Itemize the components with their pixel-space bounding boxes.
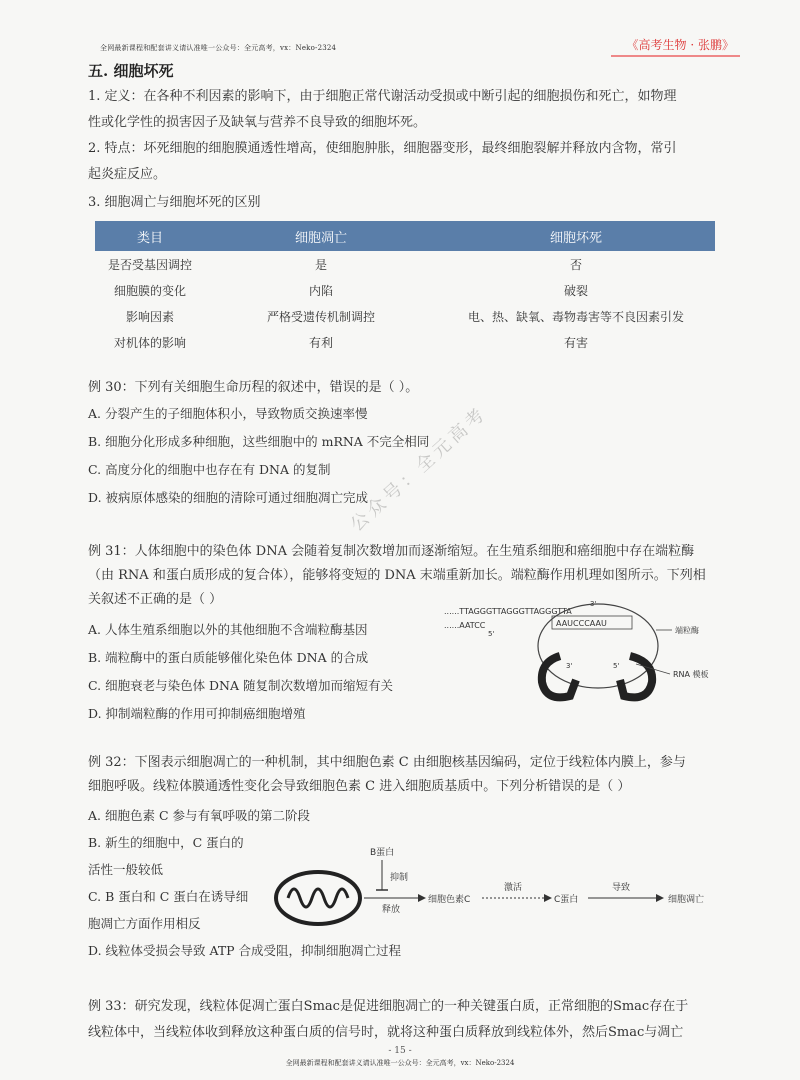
table-cell: 有利	[308, 335, 333, 350]
b-protein-label: B蛋白	[370, 848, 395, 858]
table-cell: 破裂	[563, 283, 588, 298]
ex33-stem-line: 线粒体中，当线粒体收到释放这种蛋白质的信号时，就将这种蛋白质释放到线粒体外，然后Smac与凋亡	[88, 1025, 684, 1040]
watermark: 公众号：全元高考	[346, 402, 492, 536]
ex31-option-c: C. 细胞衰老与染色体 DNA 随复制次数增加而缩短有关	[88, 678, 393, 693]
cytochrome-c-label: 细胞色素C	[428, 895, 471, 905]
ex32-option-b-cont: 活性一般较低	[88, 862, 164, 877]
release-label: 释放	[382, 905, 401, 915]
table-cell: 细胞膜的变化	[113, 283, 186, 298]
dna-bottom-strand: ......AATCC	[444, 621, 486, 630]
comparison-table	[95, 221, 715, 355]
table-cell: 内陷	[308, 283, 333, 298]
five-prime-inner: 5'	[613, 662, 620, 670]
footer-banner: 全网最新课程和配套讲义请认准唯一公众号：全元高考，vx：Neko-2324	[285, 1059, 515, 1067]
ex31-stem-line: 例 31：人体细胞中的染色体 DNA 会随着复制次数增加而逐渐缩短。在生殖系细胞和癌细胞中存在端粒酶	[88, 544, 695, 559]
table-row	[95, 251, 715, 277]
telomerase-diagram	[430, 596, 740, 716]
mitochondrion-cristae	[288, 889, 348, 907]
rna-sequence: AAUCCCAAU	[556, 619, 607, 628]
dna-top-strand: ......TTAGGGTTAGGGTTAGGGTTA	[444, 607, 572, 616]
apoptosis-diagram	[272, 838, 742, 930]
table-cell: 是否受基因调控	[107, 257, 192, 272]
ex32-option-d: D. 线粒体受损会导致 ATP 合成受阻，抑制细胞凋亡过程	[88, 943, 402, 958]
lead-arrowhead	[656, 894, 664, 902]
c-protein-label: C蛋白	[554, 895, 579, 905]
ex33-stem	[88, 994, 738, 1046]
ex32-stem-line: 例 32：下图表示细胞凋亡的一种机制，其中细胞色素 C 由细胞核基因编码，定位于线粒体内膜上，参与	[88, 755, 686, 770]
table-header-cell: 类目	[95, 221, 205, 251]
page-number: - 15 -	[388, 1046, 412, 1056]
ex31-option-b: B. 端粒酶中的蛋白质能够催化染色体 DNA 的合成	[88, 650, 369, 665]
table-cell: 是	[314, 257, 327, 272]
ex31-option-a: A. 人体生殖系细胞以外的其他细胞不含端粒酶基因	[88, 622, 368, 637]
ex31-option-d: D. 抑制端粒酶的作用可抑制癌细胞增殖	[88, 706, 306, 721]
table-row	[95, 277, 715, 303]
ex32-stem	[88, 751, 738, 799]
table-row	[95, 329, 715, 355]
definition-line: 性或化学性的损害因子及缺氧与营养不良导致的细胞坏死。	[88, 115, 427, 130]
apoptosis-label: 细胞凋亡	[668, 895, 705, 905]
ex32-option-b: B. 新生的细胞中，C 蛋白的	[88, 835, 244, 850]
ex30-stem: 例 30：下列有关细胞生命历程的叙述中，错误的是（ ）。	[88, 380, 419, 395]
ex31-stem-line: 关叙述不正确的是（ ）	[88, 592, 223, 607]
table-row	[95, 303, 715, 329]
ex30-option-a: A. 分裂产生的子细胞体积小，导致物质交换速率慢	[88, 406, 368, 421]
ex30-option-c: C. 高度分化的细胞中也存在有 DNA 的复制	[88, 462, 331, 477]
table-cell: 电、热、缺氧、毒物毒害等不良因素引发	[467, 309, 684, 324]
rna-template-label: RNA 模板	[673, 670, 709, 679]
definition-paragraph	[88, 84, 728, 136]
ex32-option-c: C. B 蛋白和 C 蛋白在诱导细	[88, 889, 249, 904]
ex32-option-a: A. 细胞色素 C 参与有氧呼吸的第二阶段	[88, 808, 310, 823]
ex32-stem-line: 细胞呼吸。线粒体膜通透性变化会导致细胞色素 C 进入细胞质基质中。下列分析错误的是（ ）	[88, 779, 631, 794]
table-cell: 对机体的影响	[113, 335, 186, 350]
header-banner: 全网最新课程和配套讲义请认准唯一公众号：全元高考，vx：Neko-2324	[100, 44, 337, 52]
enzyme-outline	[538, 604, 658, 688]
features-line: 起炎症反应。	[88, 167, 167, 182]
activate-label: 激活	[504, 883, 523, 893]
dna-hook-right	[620, 656, 652, 697]
ex32-option-c-cont: 胞凋亡方面作用相反	[88, 916, 201, 931]
table-header-cell: 细胞凋亡	[205, 221, 437, 251]
three-prime-inner: 3'	[566, 662, 573, 670]
definition-line: 1. 定义：在各种不利因素的影响下，由于细胞正常代谢活动受损或中断引起的细胞损伤和死亡，如物理	[88, 89, 677, 104]
features-line: 2. 特点：坏死细胞的细胞膜通透性增高，使细胞肿胀，细胞器变形，最终细胞裂解并释放内含物，常引	[88, 141, 677, 156]
table-cell: 否	[569, 257, 582, 272]
ex30-option-d: D. 被病原体感染的细胞的清除可通过细胞凋亡完成	[88, 490, 369, 505]
ex30-option-b: B. 细胞分化形成多种细胞，这些细胞中的 mRNA 不完全相同	[88, 434, 430, 449]
section-title: 五. 细胞坏死	[88, 62, 174, 80]
activate-arrowhead	[544, 894, 552, 902]
table-header-cell: 细胞坏死	[437, 221, 715, 251]
features-paragraph	[88, 136, 728, 188]
release-arrowhead	[418, 894, 426, 902]
table-cell: 有害	[563, 335, 588, 350]
table-header-row	[95, 221, 715, 251]
compare-title: 3. 细胞凋亡与细胞坏死的区别	[88, 195, 261, 210]
ex33-stem-line: 例 33：研究发现，线粒体促凋亡蛋白Smac是促进细胞凋亡的一种关键蛋白质，正常细胞的Smac存在于	[88, 999, 689, 1014]
enzyme-label: 端粒酶	[675, 626, 699, 635]
brand-title: 《高考生物 · 张鹏》	[611, 36, 740, 57]
three-prime-label: 3'	[590, 600, 597, 608]
table-cell: 严格受遗传机制调控	[266, 309, 375, 324]
five-prime-label: 5'	[488, 630, 495, 638]
inhibit-label: 抑制	[390, 873, 409, 883]
ex31-stem-line: （由 RNA 和蛋白质形成的复合体），能够将变短的 DNA 末端重新加长。端粒酶作用机理如图所示。下列相	[88, 568, 706, 583]
lead-label: 导致	[612, 883, 631, 893]
table-cell: 影响因素	[125, 309, 174, 324]
